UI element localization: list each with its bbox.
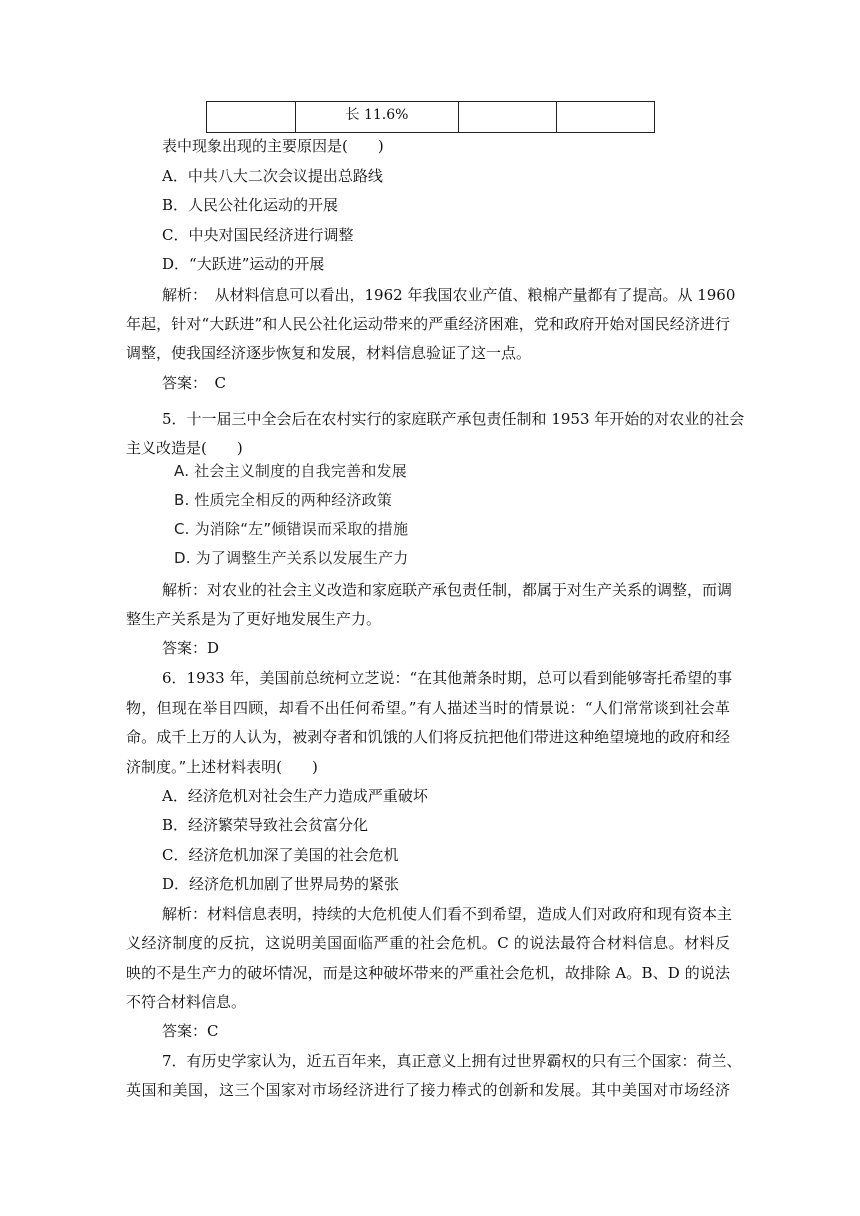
q6-stem-line: 命。成千上万的人认为，被剥夺者和饥饿的人们将反抗把他们带进这种绝望境地的政府和经	[126, 728, 730, 746]
q4-answer: 答案： C	[162, 374, 226, 392]
q5-option-b: B. 性质完全相反的两种经济政策	[174, 491, 393, 509]
q6-option-a: A．经济危机对社会生产力造成严重破坏	[162, 787, 428, 805]
q6-stem-line: 6．1933 年，美国前总统柯立芝说：“在其他萧条时期，总可以看到能够寄托希望的事	[162, 669, 733, 687]
q5-stem-line: 主义改造是( )	[126, 439, 243, 457]
table-cell: 长 11.6%	[296, 102, 459, 133]
q6-analysis-line: 解析：材料信息表明，持续的大危机使人们看不到希望，造成人们对政府和现有资本主	[162, 905, 733, 923]
table-cell	[459, 102, 557, 133]
q5-stem-line: 5．十一届三中全会后在农村实行的家庭联产承包责任制和 1953 年开始的对农业的社会	[162, 410, 745, 428]
q4-analysis-line: 年起，针对“大跃进”和人民公社化运动带来的严重经济困难，党和政府开始对国民经济进行	[126, 315, 730, 333]
q4-analysis-line: 解析： 从材料信息可以看出，1962 年我国农业产值、粮棉产量都有了提高。从 1960	[162, 286, 736, 304]
q4-option-d: D．“大跃进”运动的开展	[162, 255, 325, 273]
q6-analysis-line: 映的不是生产力的破坏情况，而是这种破坏带来的严重社会危机，故排除 A。B、D 的说法	[126, 964, 730, 982]
q6-stem-line: 物，但现在举目四顾，却看不出任何希望。”有人描述当时的情景说：“人们常常谈到社会革	[126, 699, 730, 717]
q4-option-c: C．中央对国民经济进行调整	[162, 226, 354, 244]
table-row	[207, 102, 655, 133]
q6-stem-line: 济制度。”上述材料表明( )	[126, 758, 318, 776]
q7-stem-line: 7．有历史学家认为，近五百年来，真正意义上拥有过世界霸权的只有三个国家：荷兰、	[162, 1052, 742, 1070]
q4-option-a: A．中共八大二次会议提出总路线	[162, 167, 383, 185]
q4-analysis-line: 调整，使我国经济逐步恢复和发展，材料信息验证了这一点。	[126, 344, 532, 362]
q5-option-a: A. 社会主义制度的自我完善和发展	[174, 462, 407, 480]
table-cell	[207, 102, 296, 133]
q6-answer: 答案：C	[162, 1022, 219, 1040]
q5-answer: 答案：D	[162, 639, 220, 657]
data-table-fragment	[206, 101, 655, 133]
q6-analysis-line: 义经济制度的反抗，这说明美国面临严重的社会危机。C 的说法最符合材料信息。材料反	[126, 934, 730, 952]
q7-stem-line: 英国和美国，这三个国家对市场经济进行了接力棒式的创新和发展。其中美国对市场经济	[126, 1081, 730, 1099]
q6-option-c: C．经济危机加深了美国的社会危机	[162, 846, 399, 864]
table-cell	[557, 102, 655, 133]
q6-analysis-line: 不符合材料信息。	[126, 993, 247, 1011]
q5-analysis-line: 整生产关系是为了更好地发展生产力。	[126, 610, 382, 628]
q4-option-b: B．人民公社化运动的开展	[162, 196, 339, 214]
q5-analysis-line: 解析：对农业的社会主义改造和家庭联产承包责任制，都属于对生产关系的调整，而调	[162, 581, 733, 599]
q5-option-d: D. 为了调整生产关系以发展生产力	[174, 549, 409, 567]
q4-stem: 表中现象出现的主要原因是( )	[162, 137, 384, 155]
q5-option-c: C. 为消除“左”倾错误而采取的措施	[174, 520, 409, 538]
q6-option-b: B．经济繁荣导致社会贫富分化	[162, 816, 369, 834]
q6-option-d: D．经济危机加剧了世界局势的紧张	[162, 875, 400, 893]
